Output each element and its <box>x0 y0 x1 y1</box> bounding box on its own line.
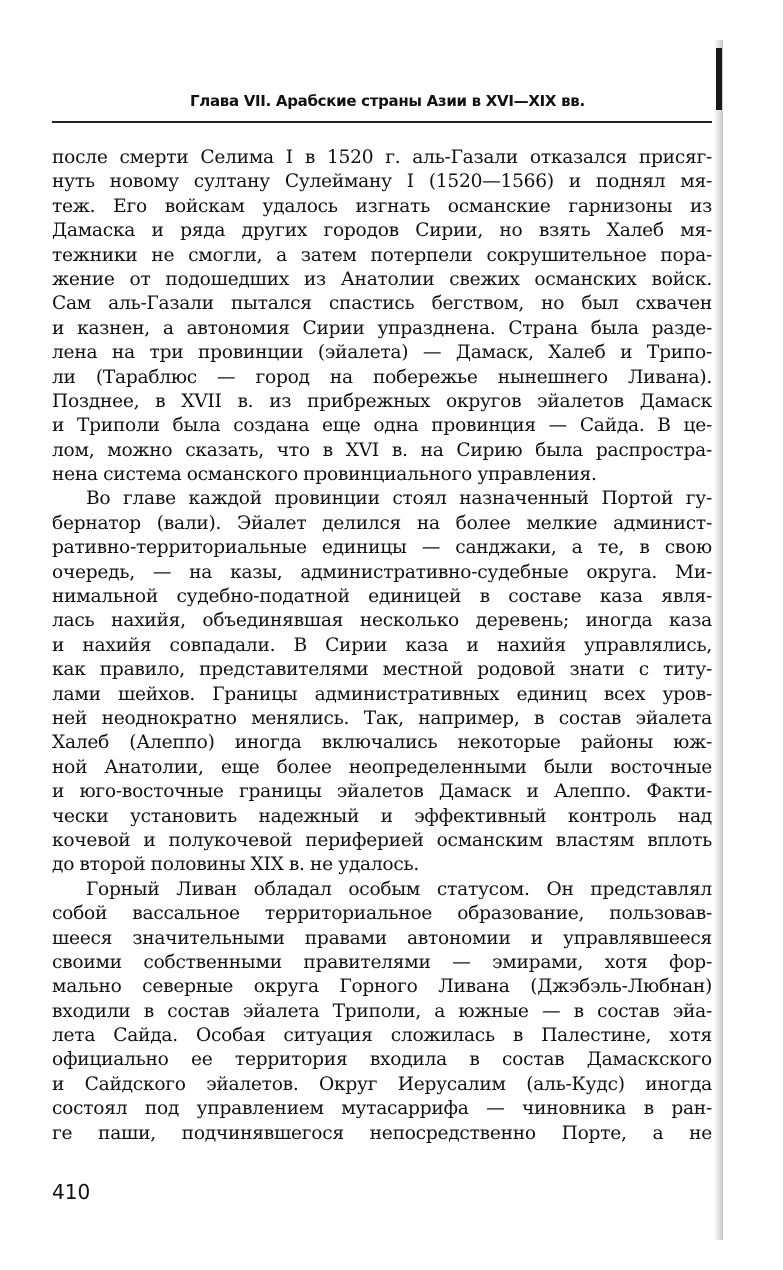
text-line: жение от подошедших из Анатолии свежих османских войск. <box>52 268 712 290</box>
text-line: Во главе каждой провинции стоял назначенный Портой гу- <box>86 488 712 510</box>
text-line: официально ее территория входила в состав Дамаскского <box>52 1049 712 1071</box>
text-line: очередь, — на казы, административно-судебные округа. Ми- <box>52 561 712 583</box>
text-line: чески установить надежный и эффективный контроль над <box>52 805 712 827</box>
text-line: ней неоднократно менялись. Так, например, в состав эйалета <box>52 707 712 729</box>
body-text <box>52 146 712 1146</box>
text-line: и нахийя совпадали. В Сирии каза и нахийя управлялись, <box>52 634 712 656</box>
text-line: шееся значительными правами автономии и управлявшееся <box>52 927 712 949</box>
text-line: лом, можно сказать, что в XVI в. на Сирию была распростра- <box>52 439 712 461</box>
page-edge-mark <box>716 48 722 110</box>
text-line: ративно-территориальные единицы — санджаки, а те, в свою <box>52 537 712 559</box>
text-line: нимальной судебно-податной единицей в составе каза явля- <box>52 586 712 608</box>
text-line: и юго-восточные границы эйалетов Дамаск и Алеппо. Факти- <box>52 781 712 803</box>
text-line: состоял под управлением мутасаррифа — чиновника в ран- <box>52 1098 712 1120</box>
text-line: до второй половины XIX в. не удалось. <box>52 854 420 876</box>
text-line: собой вассальное территориальное образование, пользовав- <box>52 903 712 925</box>
paragraph-1 <box>52 146 712 487</box>
text-line: и казнен, а автономия Сирии упразднена. Страна была разде- <box>52 317 712 339</box>
text-line: тежники не смогли, а затем потерпели сокрушительное пора- <box>52 244 712 266</box>
page-edge-shadow <box>714 40 723 1240</box>
text-line: ге паши, подчинявшегося непосредственно Порте, а не <box>52 1122 712 1144</box>
text-line: ли (Тараблюс — город на побережье нынешнего Ливана). <box>52 366 712 388</box>
text-line: и Триполи была создана еще одна провинция — Сайда. В це- <box>52 415 712 437</box>
text-line: нуть новому султану Сулейману I (1520—1566) и поднял мя- <box>52 171 712 193</box>
text-line: кочевой и полукочевой периферией османским властям вплоть <box>52 829 712 851</box>
text-line: и Сайдского эйалетов. Округ Иерусалим (аль-Кудс) иногда <box>52 1073 712 1095</box>
text-line: мально северные округа Горного Ливана (Джэбэль-Любнан) <box>52 976 712 998</box>
paragraph-2 <box>52 487 712 877</box>
text-line: после смерти Селима I в 1520 г. аль-Газали отказался присяг- <box>52 147 712 168</box>
text-line: как правило, представителями местной родовой знати с титу- <box>52 659 712 681</box>
text-line: Сам аль-Газали пытался спастись бегством, но был схвачен <box>52 293 712 315</box>
text-line: своими собственными правителями — эмирами, хотя фор- <box>52 951 712 973</box>
text-line: Дамаска и ряда других городов Сирии, но взять Халеб мя- <box>52 220 712 242</box>
page-number: 410 <box>52 1180 91 1204</box>
text-line: бернатор (вали). Эйалет делился на более мелкие админист- <box>52 512 712 534</box>
header-rule <box>52 121 712 123</box>
text-line: входили в состав эйалета Триполи, а южные — в состав эйа- <box>52 1000 712 1022</box>
text-line: лета Сайда. Особая ситуация сложилась в Палестине, хотя <box>52 1025 712 1047</box>
paragraph-3 <box>52 878 712 1146</box>
text-line: лами шейхов. Границы административных единиц всех уров- <box>52 683 712 705</box>
running-header: Глава VII. Арабские страны Азии в XVI—XIX вв. <box>190 92 585 110</box>
text-line: лена на три провинции (эйалета) — Дамаск, Халеб и Трипо- <box>52 342 712 364</box>
text-line: нена система османского провинциального управления. <box>52 464 597 486</box>
text-line: Халеб (Алеппо) иногда включались некоторые районы юж- <box>52 732 712 754</box>
text-line: теж. Его войскам удалось изгнать османские гарнизоны из <box>52 195 712 217</box>
text-line: Позднее, в XVII в. из прибрежных округов эйалетов Дамаск <box>52 390 712 412</box>
text-line: ной Анатолии, еще более неопределенными были восточные <box>52 756 712 778</box>
text-line: Горный Ливан обладал особым статусом. Он представлял <box>86 878 712 900</box>
text-line: лась нахийя, объединявшая несколько деревень; иногда каза <box>52 610 712 632</box>
